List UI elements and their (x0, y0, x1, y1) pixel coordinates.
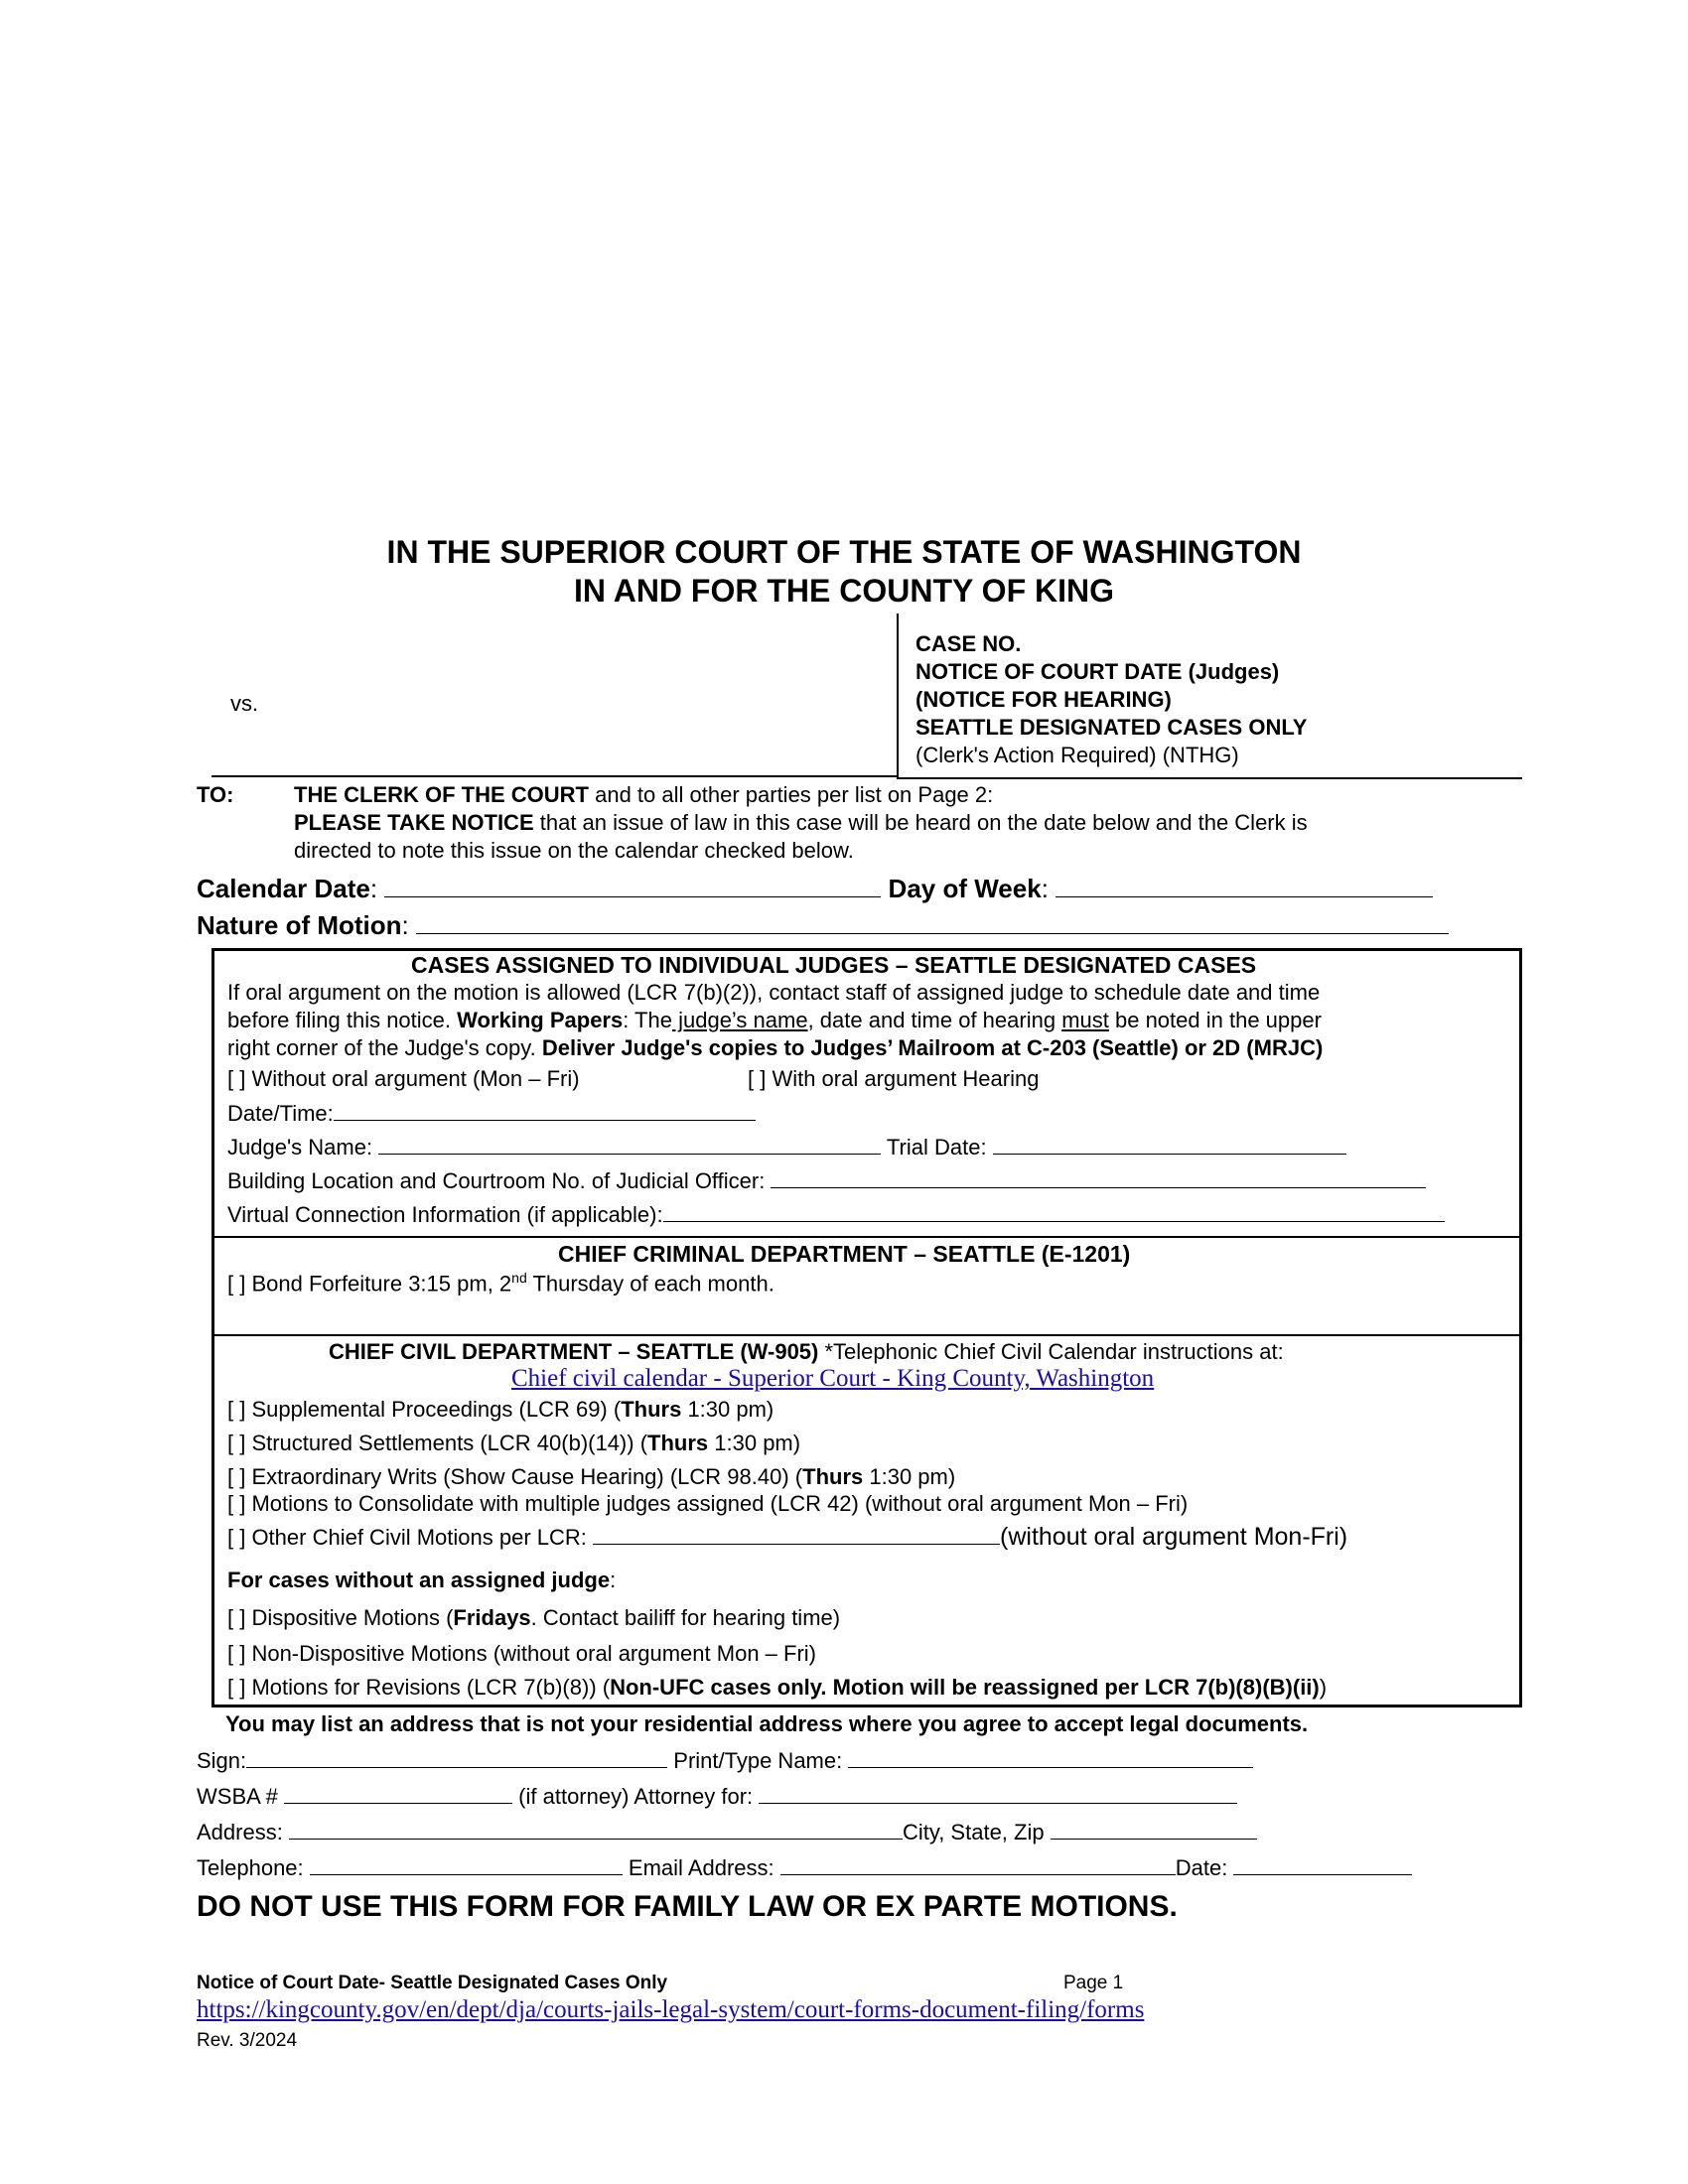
text: [ ] Other Chief Civil Motions per LCR: (227, 1525, 594, 1550)
text-bold: Thurs (802, 1464, 864, 1489)
criminal-section-heading: CHIEF CRIMINAL DEPARTMENT – SEATTLE (E-1201) (558, 1241, 1131, 1267)
building-field[interactable] (771, 1167, 1426, 1188)
option-with-oral-argument[interactable]: [ ] With oral argument Hearing (748, 1066, 1040, 1091)
family-law-warning: DO NOT USE THIS FORM FOR FAMILY LAW OR EX PARTE MOTIONS. (197, 1890, 1178, 1923)
civil-heading-rest: *Telephonic Chief Civil Calendar instructions at: (818, 1339, 1284, 1364)
text-bold: Thurs (647, 1431, 709, 1455)
telephone-field[interactable] (310, 1854, 623, 1875)
footer-page-number: Page 1 (1063, 1973, 1124, 1993)
text: : (610, 1568, 617, 1592)
civil-section-heading (329, 1339, 1284, 1365)
to-line-1 (294, 782, 993, 808)
calendar-date-field[interactable] (384, 877, 881, 897)
option-without-oral-argument[interactable]: [ ] Without oral argument (Mon – Fri) (227, 1066, 580, 1091)
civil-option-writs[interactable] (227, 1464, 955, 1490)
text: [ ] Extraordinary Writs (Show Cause Hearing) (LCR 98.40) ( (227, 1464, 803, 1489)
judges-name-underlined: judge’s name (671, 1008, 808, 1032)
civil-option-structured[interactable] (227, 1431, 800, 1456)
caption-divider (897, 614, 899, 778)
judges-line-3 (227, 1035, 1323, 1061)
sign-field[interactable] (246, 1747, 667, 1768)
nature-of-motion-field[interactable] (416, 913, 1449, 934)
judges-name-field[interactable] (378, 1134, 881, 1155)
text: [ ] Dispositive Motions ( (227, 1605, 454, 1630)
text: [ ] Motions for Revisions (LCR 7(b)(8)) ( (227, 1675, 611, 1700)
email-field[interactable] (780, 1854, 1176, 1875)
caption-underline (211, 775, 899, 777)
footer-forms-link[interactable]: https://kingcounty.gov/en/dept/dja/courts-jails-legal-system/court-forms-document-filing/forms (197, 1996, 1145, 2023)
address-field[interactable] (289, 1819, 903, 1840)
to-line-1-rest: and to all other parties per list on Page 2: (589, 782, 994, 807)
caption-right-underline (897, 777, 1522, 779)
text-bold: For cases without an assigned judge (227, 1568, 611, 1592)
judges-line-2-g: be noted in the upper (1108, 1008, 1322, 1032)
address-note: You may list an address that is not your residential address where you agree to accept legal documents. (225, 1711, 1309, 1736)
address-label: Address: (197, 1820, 283, 1844)
chief-civil-calendar-link[interactable]: Chief civil calendar - Superior Court - King County, Washington (511, 1365, 1155, 1392)
virtual-field[interactable] (663, 1201, 1445, 1222)
judges-line-3-a: right corner of the Judge's copy. (227, 1035, 542, 1060)
other-lcr-field[interactable] (593, 1524, 1000, 1545)
day-of-week-label: Day of Week (888, 874, 1042, 903)
civil-option-consolidate[interactable]: [ ] Motions to Consolidate with multiple judges assigned (LCR 42) (without oral argument Mon – Fri) (227, 1491, 1189, 1516)
colon: : (369, 874, 378, 903)
footer-form-name: Notice of Court Date- Seattle Designated Cases Only (197, 1973, 668, 1993)
text-bold: Fridays (453, 1605, 531, 1630)
wsba-row (197, 1783, 1237, 1810)
day-of-week-field[interactable] (1055, 877, 1433, 897)
footer-revision: Rev. 3/2024 (197, 2030, 298, 2051)
bond-forfeiture-a: [ ] Bond Forfeiture 3:15 pm, 2 (227, 1271, 512, 1297)
text: [ ] Supplemental Proceedings (LCR 69) ( (227, 1397, 622, 1422)
city-state-zip-field[interactable] (1051, 1819, 1257, 1840)
to-line-3: directed to note this issue on the calendar checked below. (294, 838, 854, 863)
please-take-notice: PLEASE TAKE NOTICE (294, 810, 534, 835)
judges-section-heading: CASES ASSIGNED TO INDIVIDUAL JUDGES – SEATTLE DESIGNATED CASES (411, 952, 1257, 978)
judges-name-row (227, 1134, 1346, 1160)
notice-title-3: SEATTLE DESIGNATED CASES ONLY (915, 715, 1308, 740)
date-field[interactable] (1233, 1854, 1412, 1875)
text: 1:30 pm) (708, 1431, 801, 1455)
city-state-zip-label: City, State, Zip (902, 1820, 1045, 1844)
civil-option-non-dispositive[interactable]: [ ] Non-Dispositive Motions (without oral argument Mon – Fri) (227, 1641, 816, 1666)
telephone-row (197, 1854, 1412, 1881)
sign-row (197, 1747, 1253, 1774)
building-label: Building Location and Courtroom No. of Judicial Officer: (227, 1168, 766, 1193)
case-number-label: CASE NO. (915, 631, 1022, 656)
text: (without oral argument Mon-Fri) (1000, 1523, 1348, 1551)
deliver-copies-instruction: Deliver Judge's copies to Judges’ Mailroom at C-203 (Seattle) or 2D (MRJC) (541, 1035, 1324, 1060)
notice-title-2: (NOTICE FOR HEARING) (915, 687, 1172, 712)
address-row (197, 1819, 1257, 1845)
judges-line-2-a: before filing this notice. (227, 1008, 458, 1032)
text: . Contact bailiff for hearing time) (530, 1605, 841, 1630)
notice-title-1: NOTICE OF COURT DATE (Judges) (915, 659, 1280, 684)
clerk-of-court: THE CLERK OF THE COURT (294, 782, 589, 807)
to-line-2 (294, 810, 1308, 836)
trial-date-label: Trial Date: (886, 1135, 987, 1160)
nature-of-motion-row (197, 910, 1449, 941)
no-judge-heading (227, 1568, 616, 1593)
telephone-label: Telephone: (197, 1855, 304, 1880)
text-bold: Non-UFC cases only. Motion will be reassigned per LCR 7(b)(8)(B)(ii) (610, 1675, 1320, 1700)
colon: : (401, 910, 409, 940)
if-attorney-label: (if attorney) (518, 1784, 630, 1809)
wsba-field[interactable] (284, 1783, 512, 1804)
text: 1:30 pm) (681, 1397, 774, 1422)
court-title-line2: IN AND FOR THE COUNTY OF KING (574, 573, 1114, 609)
sign-label: Sign: (197, 1748, 247, 1773)
judges-line-2-c: : The (623, 1008, 672, 1032)
bond-forfeiture-option[interactable] (227, 1270, 774, 1297)
wsba-label: WSBA # (197, 1784, 278, 1809)
text-bold: Thurs (621, 1397, 682, 1422)
text: [ ] Structured Settlements (LCR 40(b)(14)) ( (227, 1431, 648, 1455)
must-underlined: must (1061, 1008, 1109, 1032)
date-time-label: Date/Time: (227, 1101, 334, 1126)
judges-name-label: Judge's Name: (227, 1135, 373, 1160)
colon: : (1041, 874, 1049, 903)
trial-date-field[interactable] (993, 1134, 1346, 1155)
judges-line-2 (227, 1008, 1322, 1033)
section-divider-2 (211, 1334, 1522, 1336)
calendar-date-row (197, 874, 1433, 904)
virtual-label: Virtual Connection Information (if applicable): (227, 1202, 663, 1227)
email-label: Email Address: (628, 1855, 774, 1880)
judges-line-1: If oral argument on the motion is allowed (LCR 7(b)(2)), contact staff of assigned judge to schedule date and time (227, 980, 1321, 1005)
notice-title-4: (Clerk's Action Required) (NTHG) (915, 743, 1239, 767)
civil-option-supplemental[interactable] (227, 1397, 774, 1423)
text: ) (1319, 1675, 1328, 1700)
calendar-options-box (211, 948, 1522, 1707)
judges-line-2-e: , date and time of hearing (807, 1008, 1062, 1032)
working-papers-label: Working Papers (457, 1008, 624, 1032)
civil-option-revisions[interactable] (227, 1675, 1327, 1701)
civil-option-dispositive[interactable] (227, 1605, 840, 1631)
civil-option-other[interactable] (227, 1523, 1347, 1552)
print-name-label: Print/Type Name: (673, 1748, 843, 1773)
virtual-row (227, 1201, 1445, 1228)
print-name-field[interactable] (848, 1747, 1253, 1768)
ordinal-suffix: nd (511, 1270, 527, 1286)
nature-of-motion-label: Nature of Motion (197, 910, 402, 940)
building-row (227, 1167, 1426, 1194)
date-label: Date: (1175, 1855, 1228, 1880)
civil-heading-bold: CHIEF CIVIL DEPARTMENT – SEATTLE (W-905) (329, 1339, 819, 1364)
attorney-for-label: Attorney for: (633, 1784, 754, 1809)
calendar-date-label: Calendar Date (197, 874, 370, 903)
text: 1:30 pm) (863, 1464, 956, 1489)
date-time-field[interactable] (334, 1100, 756, 1121)
to-line-2-rest: that an issue of law in this case will be heard on the date below and the Clerk is (533, 810, 1308, 835)
court-title-line1: IN THE SUPERIOR COURT OF THE STATE OF WASHINGTON (386, 534, 1302, 570)
versus-label: vs. (230, 691, 259, 716)
section-divider-1 (211, 1236, 1522, 1238)
to-label: TO: (197, 782, 234, 807)
attorney-for-field[interactable] (759, 1783, 1237, 1804)
bond-forfeiture-b: Thursday of each month. (526, 1271, 774, 1297)
date-time-row (227, 1100, 756, 1127)
